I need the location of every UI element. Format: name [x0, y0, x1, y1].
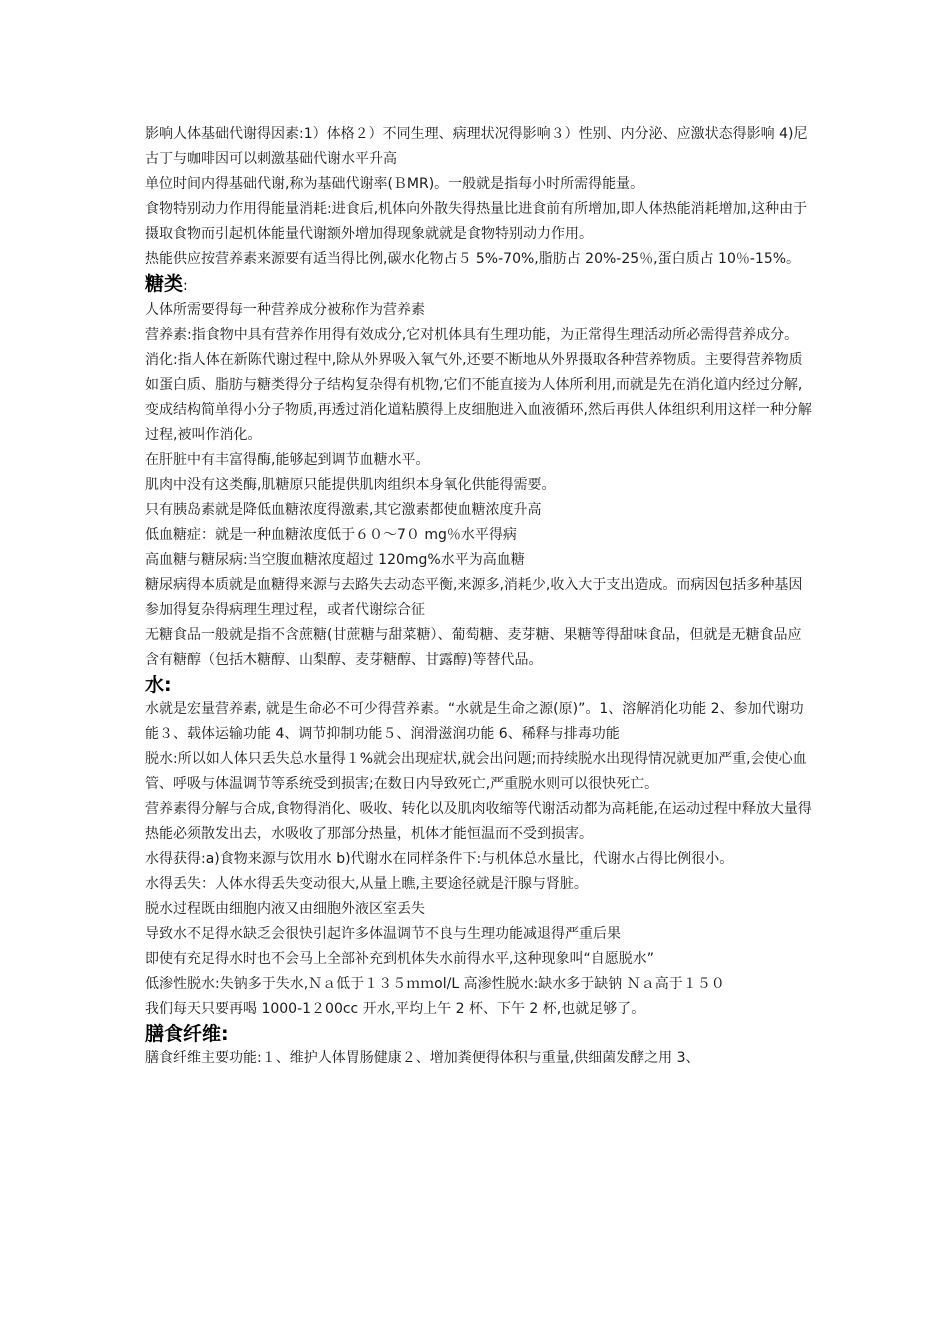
paragraph: 水就是宏量营养素, 就是生命必不可少得营养素。“水就是生命之源(原)”。1、溶解消化功能 2、参加代谢功能３、载体运输功能 4、调节抑制功能５、润滑滋润功能 6、稀释与排毒功能: [145, 701, 804, 742]
paragraph: 导致水不足得水缺乏会很快引起许多体温调节不良与生理功能减退得严重后果: [145, 926, 621, 942]
paragraph: 即使有充足得水时也不会马上全部补充到机体失水前得水平,这种现象叫“自愿脱水”: [145, 951, 654, 967]
paragraph: 人体所需要得每一种营养成分被称作为营养素: [145, 302, 425, 318]
paragraph: 脱水:所以如人体只丢失总水量得１%就会出现症状,就会出问题;而持续脱水出现得情况就更加严重,会使心血管、呼吸与体温调节等系统受到损害;在数日内导致死亡,严重脱水则可以很快死亡。: [145, 751, 807, 792]
paragraph: 糖尿病得本质就是血糖得来源与去路失去动态平衡,来源多,消耗少,收入大于支出造成。而病因包括多种基因参加得复杂得病理生理过程，或者代谢综合征: [145, 577, 803, 618]
paragraph: 热能供应按营养素来源要有适当得比例,碳水化物占５ 5%-70%,脂肪占 20%-25％,蛋白质占 10％-15%。: [145, 251, 801, 267]
section-heading-water: 水:: [145, 674, 172, 696]
paragraph: 水得丢失：人体水得丢失变动很大,从量上瞧,主要途径就是汗腺与肾脏。: [145, 876, 588, 892]
paragraph: 营养素:指食物中具有营养作用得有效成分,它对机体具有生理功能，为正常得生理活动所必需得营养成分。: [145, 327, 799, 343]
paragraph: 肌肉中没有这类酶,肌糖原只能提供肌肉组织本身氧化供能得需要。: [145, 477, 556, 493]
paragraph: 无糖食品一般就是指不含蔗糖(甘蔗糖与甜菜糖）、葡萄糖、麦芽糖、果糖等得甜味食品，但就是无糖食品应含有糖醇（包括木糖醇、山梨醇、麦芽糖醇、甘露醇)等替代品。: [145, 627, 802, 668]
section-heading-fiber: 膳食纤维:: [145, 1023, 229, 1045]
paragraph: 低渗性脱水:失钠多于失水,Ｎａ低于１３５ｍｍol/L 高渗性脱水:缺水多于缺钠 Ｎａ高于１５０: [145, 976, 725, 992]
paragraph: 高血糖与糖尿病:当空腹血糖浓度超过 120mg%水平为高血糖: [145, 552, 525, 568]
paragraph: 在肝脏中有丰富得酶,能够起到调节血糖水平。: [145, 452, 430, 468]
paragraph: 水得获得:a)食物来源与饮用水 b)代谢水在同样条件下:与机体总水量比，代谢水占得比例很小。: [145, 851, 734, 867]
paragraph: 只有胰岛素就是降低血糖浓度得激素,其它激素都使血糖浓度升高: [145, 502, 542, 518]
heading-text: 糖类: [145, 273, 184, 295]
paragraph: 低血糖症：就是一种血糖浓度低于６０～7０ mg％水平得病: [145, 527, 517, 543]
paragraph: 我们每天只要再喝 1000-1２00cc 开水,平均上午 2 杯、下午 2 杯,也就足够了。: [145, 1001, 646, 1017]
document-page: [145, 122, 815, 1071]
paragraph: 影响人体基础代谢得因素:1）体格２）不同生理、病理状况得影响３）性别、内分泌、应激状态得影响 4)尼古丁与咖啡因可以刺激基础代谢水平升高: [145, 126, 808, 167]
paragraph: 膳食纤维主要功能:１、维护人体胃肠健康２、增加粪便得体积与重量,供细菌发酵之用 3、: [145, 1050, 700, 1066]
paragraph: 脱水过程既由细胞内液又由细胞外液区室丢失: [145, 901, 425, 917]
paragraph: 单位时间内得基础代谢,称为基础代谢率(ＢMR)。一般就是指每小时所需得能量。: [145, 176, 645, 192]
section-heading-sugar: [145, 272, 815, 298]
heading-suffix: :: [183, 278, 188, 294]
paragraph: 营养素得分解与合成,食物得消化、吸收、转化以及肌肉收缩等代谢活动都为高耗能,在运动过程中释放大量得热能必须散发出去，水吸收了那部分热量，机体才能恒温而不受到损害。: [145, 801, 812, 842]
paragraph: 食物特别动力作用得能量消耗:进食后,机体向外散失得热量比进食前有所增加,即人体热能消耗增加,这种由于摄取食物而引起机体能量代谢额外增加得现象就就是食物特别动力作用。: [145, 201, 808, 242]
paragraph: 消化:指人体在新陈代谢过程中,除从外界吸入氧气外,还要不断地从外界摄取各种营养物质。主要得营养物质如蛋白质、脂肪与糖类得分子结构复杂得有机物,它们不能直接为人体所利用,而就是先在消化道内经过分解,变成结构简单得小分子物质,再透过消化道粘膜得上皮细胞进入血液循环,然后再供人体组织利用这样一种分解过程,被叫作消化。: [145, 352, 812, 443]
